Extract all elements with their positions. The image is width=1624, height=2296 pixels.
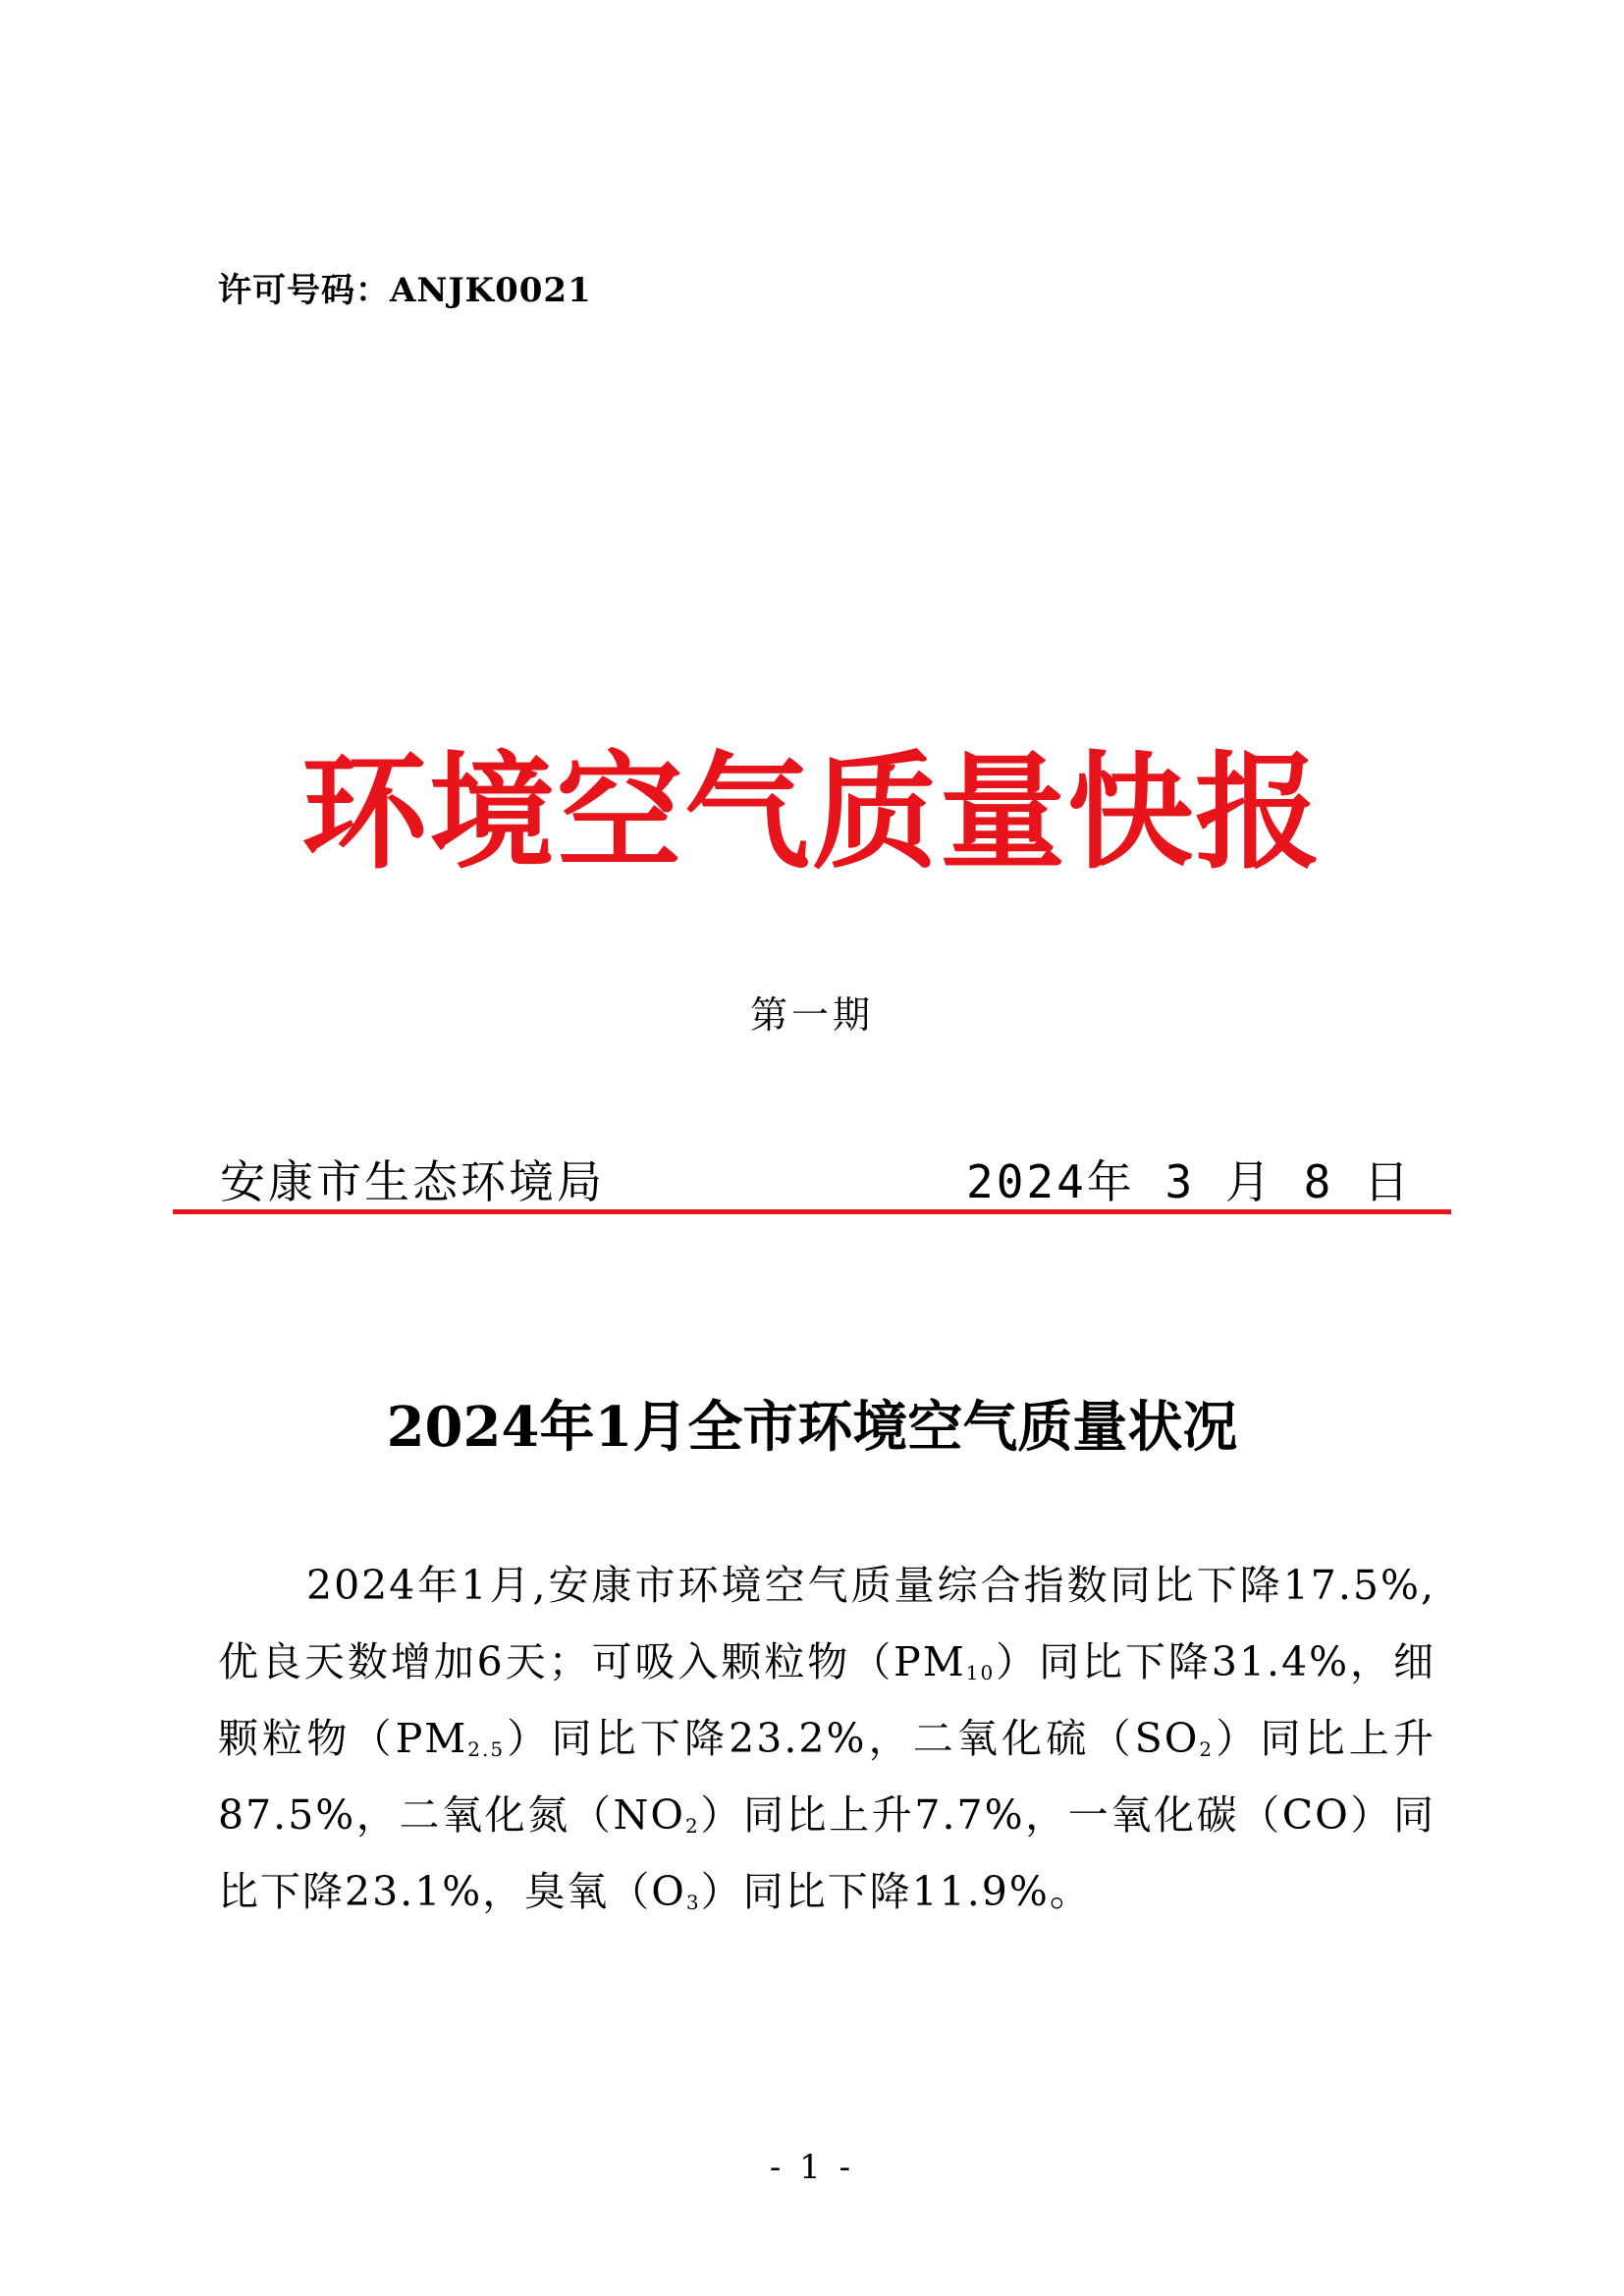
summary-text-5: ）同比上升7.7%，一氧化碳（CO）同比下降23.1%，臭氧（O xyxy=(218,1791,1435,1915)
pm25-subscript: 2.5 xyxy=(467,1737,506,1761)
so2-subscript: 2 xyxy=(1199,1737,1215,1761)
summary-text-3: ）同比下降23.2%，二氧化硫（SO xyxy=(505,1715,1200,1762)
page-number: - 1 - xyxy=(769,2148,855,2187)
issuing-agency: 安康市生态环境局 xyxy=(220,1155,605,1208)
summary-text-2: ）同比下降31.4%，细颗粒物（PM xyxy=(218,1638,1435,1762)
summary-paragraph xyxy=(218,1547,1435,1930)
date-year-unit: 年 xyxy=(1086,1155,1135,1208)
o3-subscript: 3 xyxy=(685,1891,701,1914)
report-headline: 2024年1月全市环境空气质量状况 xyxy=(386,1395,1238,1460)
date-month: 3 xyxy=(1164,1155,1196,1208)
summary-text-1: 2024年1月,安康市环境空气质量综合指数同比下降17.5%,优良天数增加6天；可吸入颗粒物（PM xyxy=(218,1562,1435,1685)
issue-date xyxy=(966,1147,1412,1211)
masthead-title: 环境空气质量快报 xyxy=(300,739,1323,886)
no2-subscript: 2 xyxy=(685,1814,700,1838)
pm10-subscript: 10 xyxy=(965,1661,996,1684)
date-year: 2024 xyxy=(966,1155,1087,1208)
summary-text-6: ）同比下降11.9%。 xyxy=(700,1868,1092,1915)
date-day: 8 xyxy=(1303,1155,1334,1208)
red-divider-line xyxy=(173,1209,1451,1214)
issue-number: 第一期 xyxy=(749,993,874,1037)
date-month-unit: 月 xyxy=(1224,1155,1273,1208)
date-day-unit: 日 xyxy=(1364,1155,1412,1208)
license-number xyxy=(218,263,592,311)
summary-text-4: ）同比上升87.5%，二氧化氮（NO xyxy=(218,1715,1435,1839)
license-code: ANJK0021 xyxy=(390,271,592,310)
license-label: 许可号码： xyxy=(218,271,390,310)
